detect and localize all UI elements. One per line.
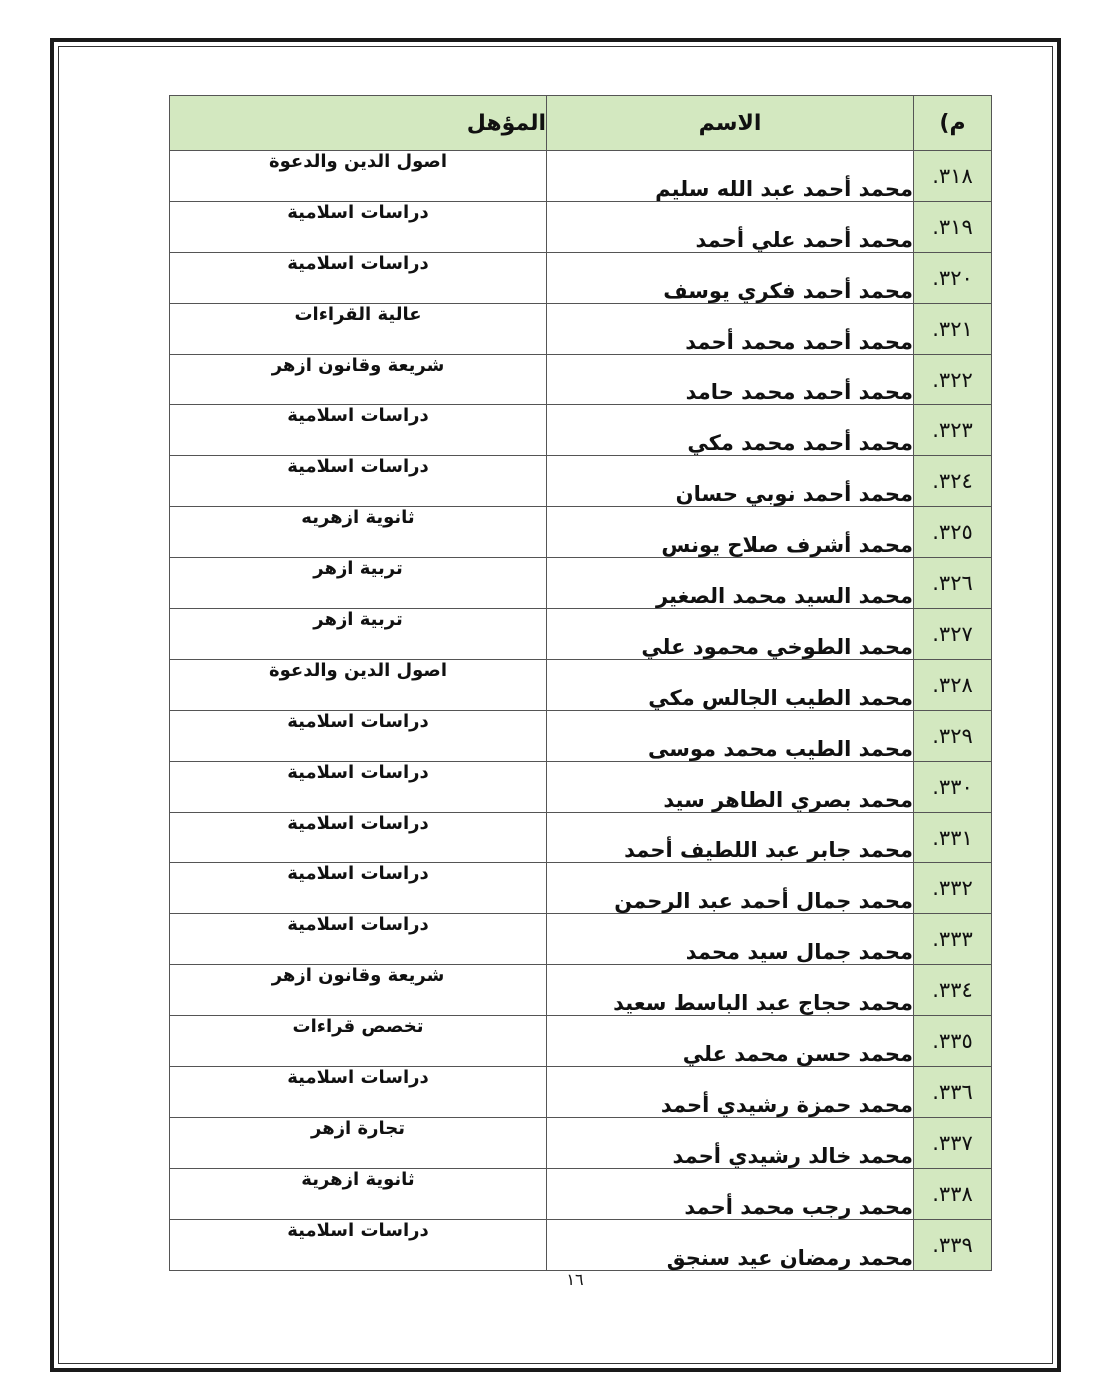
table-row — [170, 1117, 992, 1168]
row-qualification: دراسات اسلامية — [170, 1067, 547, 1118]
row-number: ٣١٨. — [914, 151, 992, 202]
row-qualification: ثانوية ازهريه — [170, 507, 547, 558]
row-qualification: دراسات اسلامية — [170, 252, 547, 303]
row-qualification: تخصص قراءات — [170, 1016, 547, 1067]
row-name: محمد أحمد عبد الله سليم — [547, 151, 914, 202]
row-number: ٣٣٩. — [914, 1219, 992, 1270]
row-qualification: تجارة ازهر — [170, 1117, 547, 1168]
row-name: محمد أحمد محمد أحمد — [547, 303, 914, 354]
row-number: ٣٢٩. — [914, 710, 992, 761]
row-name: محمد أشرف صلاح يونس — [547, 507, 914, 558]
row-name: محمد حجاج عبد الباسط سعيد — [547, 965, 914, 1016]
header-qualification: المؤهل — [170, 96, 547, 151]
row-name: محمد جمال سيد محمد — [547, 914, 914, 965]
row-qualification: اصول الدين والدعوة — [170, 151, 547, 202]
row-name: محمد حسن محمد علي — [547, 1016, 914, 1067]
table-row — [170, 507, 992, 558]
row-name: محمد جابر عبد اللطيف أحمد — [547, 812, 914, 863]
table-row — [170, 405, 992, 456]
row-qualification: دراسات اسلامية — [170, 405, 547, 456]
table-row — [170, 863, 992, 914]
row-number: ٣٢٥. — [914, 507, 992, 558]
header-number: م) — [914, 96, 992, 151]
table-row — [170, 151, 992, 202]
row-qualification: ثانوية ازهرية — [170, 1168, 547, 1219]
row-qualification: تربية ازهر — [170, 558, 547, 609]
table-row — [170, 1219, 992, 1270]
page-number: ١٦ — [566, 1270, 584, 1289]
table-row — [170, 1067, 992, 1118]
row-number: ٣٣٤. — [914, 965, 992, 1016]
row-number: ٣٢٢. — [914, 354, 992, 405]
row-name: محمد الطيب الجالس مكي — [547, 659, 914, 710]
row-qualification: عالية القراءات — [170, 303, 547, 354]
row-name: محمد أحمد فكري يوسف — [547, 252, 914, 303]
row-qualification: دراسات اسلامية — [170, 1219, 547, 1270]
names-table — [169, 95, 992, 1271]
row-qualification: تربية ازهر — [170, 609, 547, 660]
row-number: ٣٣٥. — [914, 1016, 992, 1067]
row-number: ٣٣١. — [914, 812, 992, 863]
row-qualification: اصول الدين والدعوة — [170, 659, 547, 710]
row-qualification: شريعة وقانون ازهر — [170, 965, 547, 1016]
table-row — [170, 914, 992, 965]
row-number: ٣٣٦. — [914, 1067, 992, 1118]
table-row — [170, 1168, 992, 1219]
table-row — [170, 609, 992, 660]
row-name: محمد السيد محمد الصغير — [547, 558, 914, 609]
row-name: محمد رجب محمد أحمد — [547, 1168, 914, 1219]
row-qualification: دراسات اسلامية — [170, 914, 547, 965]
row-qualification: دراسات اسلامية — [170, 812, 547, 863]
row-qualification: دراسات اسلامية — [170, 201, 547, 252]
row-name: محمد أحمد نوبي حسان — [547, 456, 914, 507]
table-row — [170, 303, 992, 354]
row-name: محمد أحمد علي أحمد — [547, 201, 914, 252]
row-number: ٣٢٣. — [914, 405, 992, 456]
table-row — [170, 1016, 992, 1067]
row-name: محمد حمزة رشيدي أحمد — [547, 1067, 914, 1118]
row-name: محمد الطوخي محمود علي — [547, 609, 914, 660]
table-header-row — [170, 96, 992, 151]
table-row — [170, 252, 992, 303]
row-number: ٣٣٢. — [914, 863, 992, 914]
row-number: ٣٢٧. — [914, 609, 992, 660]
row-number: ٣٣٣. — [914, 914, 992, 965]
row-qualification: دراسات اسلامية — [170, 863, 547, 914]
row-name: محمد خالد رشيدي أحمد — [547, 1117, 914, 1168]
table-row — [170, 558, 992, 609]
row-qualification: دراسات اسلامية — [170, 761, 547, 812]
table-row — [170, 761, 992, 812]
row-number: ٣١٩. — [914, 201, 992, 252]
row-name: محمد بصري الطاهر سيد — [547, 761, 914, 812]
row-number: ٣٢٠. — [914, 252, 992, 303]
row-qualification: دراسات اسلامية — [170, 710, 547, 761]
row-name: محمد الطيب محمد موسى — [547, 710, 914, 761]
row-number: ٣٣٧. — [914, 1117, 992, 1168]
row-number: ٣٣٨. — [914, 1168, 992, 1219]
table-row — [170, 659, 992, 710]
table-row — [170, 710, 992, 761]
header-name: الاسم — [547, 96, 914, 151]
row-number: ٣٢٨. — [914, 659, 992, 710]
table-body — [170, 151, 992, 1271]
row-name: محمد أحمد محمد حامد — [547, 354, 914, 405]
row-name: محمد أحمد محمد مكي — [547, 405, 914, 456]
row-qualification: شريعة وقانون ازهر — [170, 354, 547, 405]
row-qualification: دراسات اسلامية — [170, 456, 547, 507]
table-row — [170, 965, 992, 1016]
row-name: محمد جمال أحمد عبد الرحمن — [547, 863, 914, 914]
row-number: ٣٢٤. — [914, 456, 992, 507]
table-row — [170, 456, 992, 507]
table-row — [170, 812, 992, 863]
row-number: ٣٢٦. — [914, 558, 992, 609]
row-name: محمد رمضان عيد سنجق — [547, 1219, 914, 1270]
row-number: ٣٢١. — [914, 303, 992, 354]
table-row — [170, 201, 992, 252]
table-row — [170, 354, 992, 405]
row-number: ٣٣٠. — [914, 761, 992, 812]
